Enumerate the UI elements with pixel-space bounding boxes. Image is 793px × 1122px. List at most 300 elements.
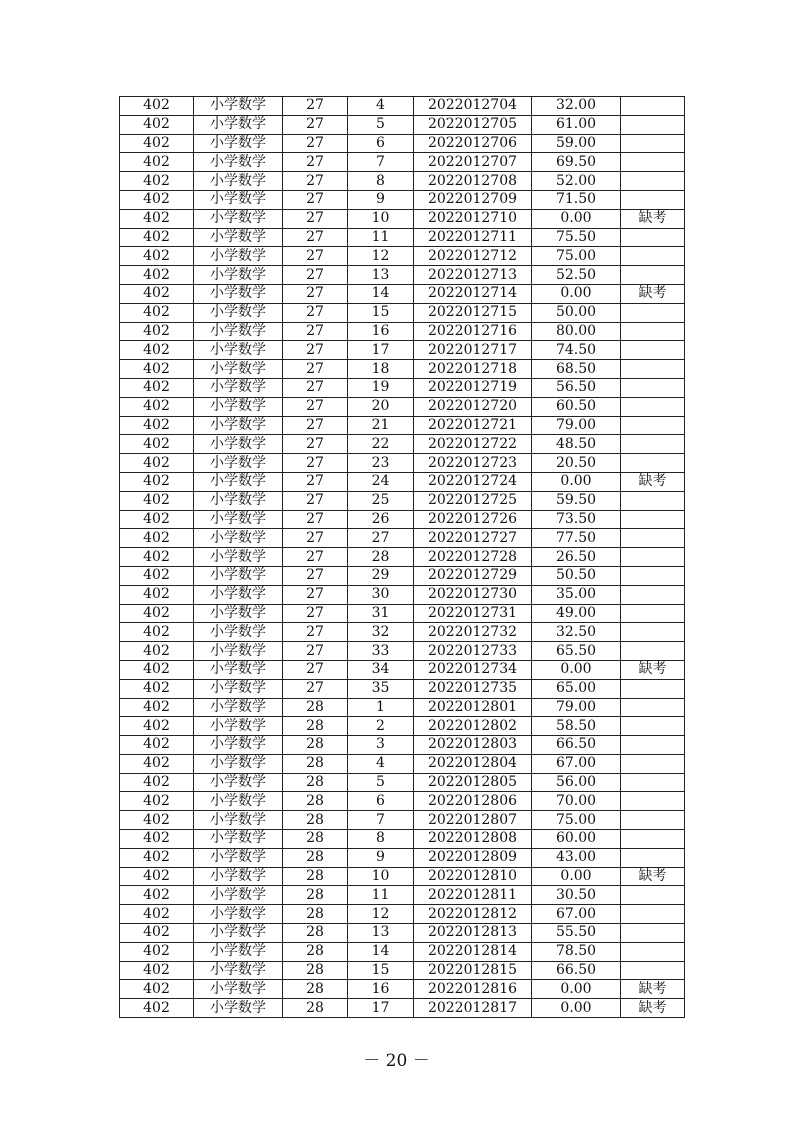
- exam-id-cell: 2022012718: [414, 360, 532, 379]
- score-cell: 0.00: [532, 660, 621, 679]
- seat-cell: 14: [348, 284, 414, 303]
- table-row: [120, 942, 685, 961]
- table-row: [120, 830, 685, 849]
- remark-cell: [621, 341, 685, 360]
- room-cell: 28: [283, 886, 348, 905]
- subject-code-cell: 402: [120, 717, 194, 736]
- score-cell: 75.50: [532, 228, 621, 247]
- room-cell: 27: [283, 115, 348, 134]
- remark-cell: [621, 266, 685, 285]
- exam-id-cell: 2022012712: [414, 247, 532, 266]
- exam-id-cell: 2022012817: [414, 999, 532, 1018]
- subject-code-cell: 402: [120, 792, 194, 811]
- seat-cell: 18: [348, 360, 414, 379]
- room-cell: 28: [283, 980, 348, 999]
- subject-name-cell: 小学数学: [194, 322, 283, 341]
- subject-code-cell: 402: [120, 134, 194, 153]
- remark-cell: [621, 115, 685, 134]
- subject-name-cell: 小学数学: [194, 886, 283, 905]
- subject-name-cell: 小学数学: [194, 153, 283, 172]
- remark-cell: [621, 942, 685, 961]
- score-cell: 70.00: [532, 792, 621, 811]
- remark-cell: [621, 529, 685, 548]
- exam-id-cell: 2022012734: [414, 660, 532, 679]
- table-row: [120, 642, 685, 661]
- room-cell: 27: [283, 566, 348, 585]
- subject-name-cell: 小学数学: [194, 115, 283, 134]
- subject-code-cell: 402: [120, 228, 194, 247]
- seat-cell: 13: [348, 266, 414, 285]
- remark-cell: [621, 303, 685, 322]
- seat-cell: 24: [348, 472, 414, 491]
- subject-code-cell: 402: [120, 378, 194, 397]
- table-row: [120, 848, 685, 867]
- room-cell: 27: [283, 604, 348, 623]
- subject-name-cell: 小学数学: [194, 980, 283, 999]
- room-cell: 28: [283, 942, 348, 961]
- room-cell: 27: [283, 284, 348, 303]
- room-cell: 27: [283, 134, 348, 153]
- score-cell: 79.00: [532, 416, 621, 435]
- score-cell: 71.50: [532, 190, 621, 209]
- exam-id-cell: 2022012805: [414, 773, 532, 792]
- subject-name-cell: 小学数学: [194, 660, 283, 679]
- exam-id-cell: 2022012719: [414, 378, 532, 397]
- room-cell: 28: [283, 999, 348, 1018]
- table-row: [120, 811, 685, 830]
- score-cell: 80.00: [532, 322, 621, 341]
- room-cell: 27: [283, 435, 348, 454]
- score-cell: 59.00: [532, 134, 621, 153]
- score-cell: 0.00: [532, 867, 621, 886]
- seat-cell: 30: [348, 585, 414, 604]
- subject-name-cell: 小学数学: [194, 698, 283, 717]
- seat-cell: 11: [348, 228, 414, 247]
- table-row: [120, 97, 685, 116]
- exam-id-cell: 2022012714: [414, 284, 532, 303]
- score-cell: 50.00: [532, 303, 621, 322]
- score-cell: 61.00: [532, 115, 621, 134]
- exam-id-cell: 2022012816: [414, 980, 532, 999]
- table-row: [120, 604, 685, 623]
- seat-cell: 17: [348, 999, 414, 1018]
- subject-name-cell: 小学数学: [194, 416, 283, 435]
- subject-name-cell: 小学数学: [194, 942, 283, 961]
- table-row: [120, 190, 685, 209]
- room-cell: 28: [283, 773, 348, 792]
- table-row: [120, 792, 685, 811]
- exam-id-cell: 2022012803: [414, 736, 532, 755]
- score-cell: 56.00: [532, 773, 621, 792]
- room-cell: 28: [283, 811, 348, 830]
- exam-id-cell: 2022012715: [414, 303, 532, 322]
- remark-cell: [621, 679, 685, 698]
- exam-id-cell: 2022012801: [414, 698, 532, 717]
- seat-cell: 3: [348, 736, 414, 755]
- remark-cell: [621, 153, 685, 172]
- table-row: [120, 322, 685, 341]
- subject-name-cell: 小学数学: [194, 754, 283, 773]
- remark-cell: [621, 961, 685, 980]
- subject-code-cell: 402: [120, 980, 194, 999]
- table-row: [120, 247, 685, 266]
- exam-id-cell: 2022012804: [414, 754, 532, 773]
- table-row: [120, 472, 685, 491]
- remark-cell: [621, 378, 685, 397]
- seat-cell: 27: [348, 529, 414, 548]
- subject-code-cell: 402: [120, 961, 194, 980]
- exam-id-cell: 2022012812: [414, 905, 532, 924]
- room-cell: 27: [283, 360, 348, 379]
- remark-cell: [621, 642, 685, 661]
- room-cell: 27: [283, 510, 348, 529]
- table-row: [120, 341, 685, 360]
- score-cell: 79.00: [532, 698, 621, 717]
- score-cell: 77.50: [532, 529, 621, 548]
- seat-cell: 25: [348, 491, 414, 510]
- seat-cell: 16: [348, 980, 414, 999]
- seat-cell: 22: [348, 435, 414, 454]
- score-cell: 75.00: [532, 247, 621, 266]
- subject-name-cell: 小学数学: [194, 811, 283, 830]
- table-row: [120, 284, 685, 303]
- subject-name-cell: 小学数学: [194, 999, 283, 1018]
- subject-code-cell: 402: [120, 416, 194, 435]
- subject-name-cell: 小学数学: [194, 303, 283, 322]
- subject-code-cell: 402: [120, 472, 194, 491]
- subject-code-cell: 402: [120, 886, 194, 905]
- remark-cell: [621, 454, 685, 473]
- remark-cell: [621, 416, 685, 435]
- room-cell: 27: [283, 623, 348, 642]
- score-cell: 30.50: [532, 886, 621, 905]
- seat-cell: 35: [348, 679, 414, 698]
- subject-code-cell: 402: [120, 811, 194, 830]
- remark-cell: [621, 435, 685, 454]
- score-cell: 55.50: [532, 924, 621, 943]
- subject-name-cell: 小学数学: [194, 679, 283, 698]
- room-cell: 28: [283, 754, 348, 773]
- score-table-body: [120, 97, 685, 1018]
- score-cell: 20.50: [532, 454, 621, 473]
- subject-code-cell: 402: [120, 905, 194, 924]
- subject-code-cell: 402: [120, 209, 194, 228]
- subject-code-cell: 402: [120, 623, 194, 642]
- subject-name-cell: 小学数学: [194, 134, 283, 153]
- subject-code-cell: 402: [120, 585, 194, 604]
- score-cell: 43.00: [532, 848, 621, 867]
- exam-id-cell: 2022012733: [414, 642, 532, 661]
- remark-cell: [621, 698, 685, 717]
- room-cell: 28: [283, 867, 348, 886]
- room-cell: 27: [283, 303, 348, 322]
- exam-id-cell: 2022012704: [414, 97, 532, 116]
- remark-cell: [621, 924, 685, 943]
- remark-cell: [621, 886, 685, 905]
- remark-cell: 缺考: [621, 980, 685, 999]
- seat-cell: 4: [348, 97, 414, 116]
- room-cell: 27: [283, 491, 348, 510]
- remark-cell: [621, 811, 685, 830]
- subject-name-cell: 小学数学: [194, 604, 283, 623]
- subject-name-cell: 小学数学: [194, 961, 283, 980]
- exam-id-cell: 2022012717: [414, 341, 532, 360]
- score-cell: 0.00: [532, 980, 621, 999]
- seat-cell: 19: [348, 378, 414, 397]
- table-row: [120, 172, 685, 191]
- seat-cell: 2: [348, 717, 414, 736]
- table-row: [120, 773, 685, 792]
- seat-cell: 9: [348, 190, 414, 209]
- subject-code-cell: 402: [120, 529, 194, 548]
- score-cell: 58.50: [532, 717, 621, 736]
- table-row: [120, 266, 685, 285]
- remark-cell: [621, 848, 685, 867]
- seat-cell: 16: [348, 322, 414, 341]
- exam-id-cell: 2022012814: [414, 942, 532, 961]
- subject-code-cell: 402: [120, 736, 194, 755]
- subject-name-cell: 小学数学: [194, 867, 283, 886]
- seat-cell: 13: [348, 924, 414, 943]
- room-cell: 27: [283, 266, 348, 285]
- remark-cell: [621, 566, 685, 585]
- subject-code-cell: 402: [120, 924, 194, 943]
- subject-name-cell: 小学数学: [194, 454, 283, 473]
- subject-name-cell: 小学数学: [194, 378, 283, 397]
- subject-code-cell: 402: [120, 942, 194, 961]
- subject-name-cell: 小学数学: [194, 435, 283, 454]
- table-row: [120, 886, 685, 905]
- room-cell: 27: [283, 378, 348, 397]
- remark-cell: 缺考: [621, 472, 685, 491]
- seat-cell: 15: [348, 961, 414, 980]
- seat-cell: 5: [348, 773, 414, 792]
- subject-name-cell: 小学数学: [194, 792, 283, 811]
- subject-name-cell: 小学数学: [194, 924, 283, 943]
- room-cell: 28: [283, 924, 348, 943]
- subject-code-cell: 402: [120, 491, 194, 510]
- subject-name-cell: 小学数学: [194, 266, 283, 285]
- score-cell: 75.00: [532, 811, 621, 830]
- exam-id-cell: 2022012806: [414, 792, 532, 811]
- score-cell: 49.00: [532, 604, 621, 623]
- room-cell: 28: [283, 961, 348, 980]
- subject-code-cell: 402: [120, 999, 194, 1018]
- exam-id-cell: 2022012711: [414, 228, 532, 247]
- room-cell: 27: [283, 172, 348, 191]
- exam-id-cell: 2022012810: [414, 867, 532, 886]
- exam-id-cell: 2022012713: [414, 266, 532, 285]
- table-row: [120, 416, 685, 435]
- seat-cell: 10: [348, 209, 414, 228]
- subject-code-cell: 402: [120, 867, 194, 886]
- remark-cell: [621, 247, 685, 266]
- table-row: [120, 153, 685, 172]
- seat-cell: 14: [348, 942, 414, 961]
- room-cell: 27: [283, 416, 348, 435]
- seat-cell: 17: [348, 341, 414, 360]
- table-row: [120, 134, 685, 153]
- exam-id-cell: 2022012807: [414, 811, 532, 830]
- subject-code-cell: 402: [120, 548, 194, 567]
- room-cell: 28: [283, 830, 348, 849]
- score-cell: 67.00: [532, 905, 621, 924]
- exam-id-cell: 2022012723: [414, 454, 532, 473]
- table-row: [120, 378, 685, 397]
- table-row: [120, 679, 685, 698]
- room-cell: 27: [283, 97, 348, 116]
- score-cell: 32.00: [532, 97, 621, 116]
- remark-cell: [621, 228, 685, 247]
- score-cell: 65.00: [532, 679, 621, 698]
- subject-code-cell: 402: [120, 698, 194, 717]
- subject-name-cell: 小学数学: [194, 830, 283, 849]
- room-cell: 27: [283, 548, 348, 567]
- remark-cell: [621, 717, 685, 736]
- subject-name-cell: 小学数学: [194, 360, 283, 379]
- subject-code-cell: 402: [120, 773, 194, 792]
- score-cell: 48.50: [532, 435, 621, 454]
- table-row: [120, 961, 685, 980]
- subject-code-cell: 402: [120, 566, 194, 585]
- exam-id-cell: 2022012722: [414, 435, 532, 454]
- subject-code-cell: 402: [120, 830, 194, 849]
- table-row: [120, 491, 685, 510]
- subject-name-cell: 小学数学: [194, 472, 283, 491]
- remark-cell: [621, 360, 685, 379]
- room-cell: 27: [283, 322, 348, 341]
- table-row: [120, 867, 685, 886]
- seat-cell: 8: [348, 830, 414, 849]
- table-row: [120, 717, 685, 736]
- subject-name-cell: 小学数学: [194, 623, 283, 642]
- subject-name-cell: 小学数学: [194, 284, 283, 303]
- seat-cell: 6: [348, 134, 414, 153]
- room-cell: 27: [283, 247, 348, 266]
- remark-cell: [621, 754, 685, 773]
- remark-cell: [621, 830, 685, 849]
- table-row: [120, 660, 685, 679]
- subject-code-cell: 402: [120, 454, 194, 473]
- subject-code-cell: 402: [120, 303, 194, 322]
- exam-id-cell: 2022012808: [414, 830, 532, 849]
- subject-code-cell: 402: [120, 604, 194, 623]
- seat-cell: 10: [348, 867, 414, 886]
- exam-id-cell: 2022012815: [414, 961, 532, 980]
- subject-code-cell: 402: [120, 510, 194, 529]
- page-number: － 20 －: [363, 1051, 430, 1071]
- room-cell: 27: [283, 454, 348, 473]
- subject-name-cell: 小学数学: [194, 905, 283, 924]
- remark-cell: 缺考: [621, 999, 685, 1018]
- score-cell: 60.00: [532, 830, 621, 849]
- exam-id-cell: 2022012802: [414, 717, 532, 736]
- table-row: [120, 623, 685, 642]
- subject-code-cell: 402: [120, 322, 194, 341]
- subject-name-cell: 小学数学: [194, 510, 283, 529]
- exam-id-cell: 2022012705: [414, 115, 532, 134]
- subject-code-cell: 402: [120, 679, 194, 698]
- seat-cell: 12: [348, 905, 414, 924]
- table-row: [120, 435, 685, 454]
- room-cell: 28: [283, 736, 348, 755]
- room-cell: 27: [283, 209, 348, 228]
- subject-code-cell: 402: [120, 284, 194, 303]
- subject-name-cell: 小学数学: [194, 247, 283, 266]
- remark-cell: [621, 773, 685, 792]
- seat-cell: 32: [348, 623, 414, 642]
- seat-cell: 21: [348, 416, 414, 435]
- subject-name-cell: 小学数学: [194, 736, 283, 755]
- remark-cell: 缺考: [621, 284, 685, 303]
- seat-cell: 26: [348, 510, 414, 529]
- score-cell: 69.50: [532, 153, 621, 172]
- table-row: [120, 397, 685, 416]
- room-cell: 28: [283, 717, 348, 736]
- exam-id-cell: 2022012731: [414, 604, 532, 623]
- table-row: [120, 548, 685, 567]
- seat-cell: 6: [348, 792, 414, 811]
- room-cell: 28: [283, 905, 348, 924]
- seat-cell: 20: [348, 397, 414, 416]
- room-cell: 27: [283, 397, 348, 416]
- room-cell: 27: [283, 660, 348, 679]
- seat-cell: 23: [348, 454, 414, 473]
- subject-name-cell: 小学数学: [194, 529, 283, 548]
- table-row: [120, 115, 685, 134]
- subject-code-cell: 402: [120, 266, 194, 285]
- table-row: [120, 980, 685, 999]
- score-cell: 73.50: [532, 510, 621, 529]
- subject-code-cell: 402: [120, 435, 194, 454]
- seat-cell: 4: [348, 754, 414, 773]
- room-cell: 27: [283, 529, 348, 548]
- score-cell: 66.50: [532, 961, 621, 980]
- score-cell: 35.00: [532, 585, 621, 604]
- table-row: [120, 566, 685, 585]
- subject-name-cell: 小学数学: [194, 491, 283, 510]
- score-cell: 52.00: [532, 172, 621, 191]
- remark-cell: [621, 548, 685, 567]
- exam-id-cell: 2022012735: [414, 679, 532, 698]
- table-row: [120, 510, 685, 529]
- subject-code-cell: 402: [120, 115, 194, 134]
- subject-name-cell: 小学数学: [194, 209, 283, 228]
- table-row: [120, 360, 685, 379]
- exam-id-cell: 2022012730: [414, 585, 532, 604]
- seat-cell: 1: [348, 698, 414, 717]
- table-row: [120, 303, 685, 322]
- remark-cell: [621, 97, 685, 116]
- exam-id-cell: 2022012706: [414, 134, 532, 153]
- remark-cell: [621, 134, 685, 153]
- remark-cell: 缺考: [621, 867, 685, 886]
- exam-id-cell: 2022012813: [414, 924, 532, 943]
- subject-name-cell: 小学数学: [194, 97, 283, 116]
- exam-id-cell: 2022012729: [414, 566, 532, 585]
- subject-code-cell: 402: [120, 341, 194, 360]
- score-cell: 56.50: [532, 378, 621, 397]
- remark-cell: 缺考: [621, 660, 685, 679]
- subject-name-cell: 小学数学: [194, 717, 283, 736]
- score-cell: 50.50: [532, 566, 621, 585]
- table-row: [120, 905, 685, 924]
- subject-name-cell: 小学数学: [194, 190, 283, 209]
- score-cell: 0.00: [532, 284, 621, 303]
- score-table: [119, 96, 685, 1018]
- table-row: [120, 999, 685, 1018]
- remark-cell: [621, 604, 685, 623]
